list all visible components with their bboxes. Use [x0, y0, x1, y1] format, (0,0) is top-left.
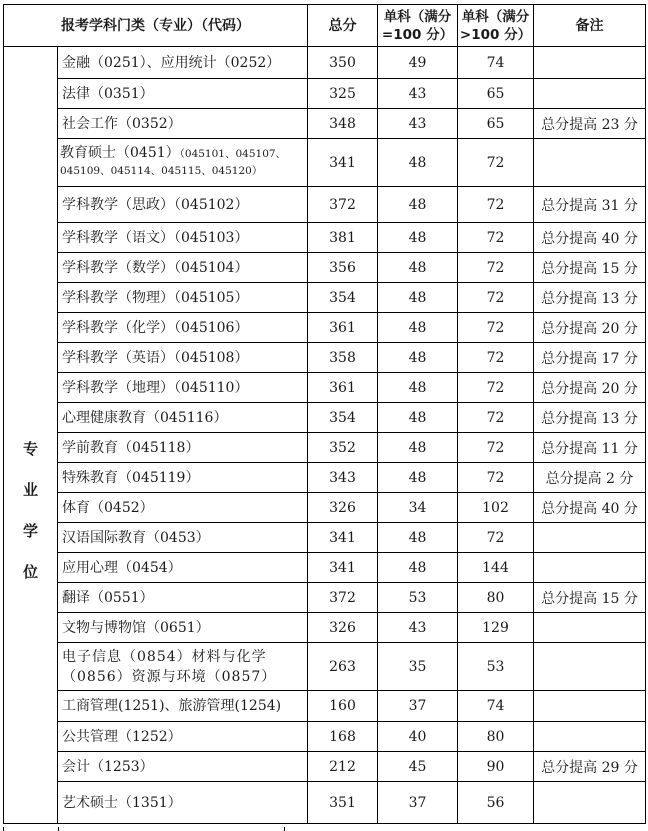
note: 总分提高 13 分 — [534, 403, 646, 433]
next-table-row-edge — [3, 827, 646, 831]
program-name: 应用心理（0454） — [58, 553, 308, 583]
program-name: 社会工作（0352） — [58, 109, 308, 139]
total-score: 358 — [308, 343, 378, 373]
table-row — [4, 373, 646, 403]
program-name: 公共管理（1252） — [58, 722, 308, 752]
note — [534, 722, 646, 752]
single-over-100-score: 72 — [458, 373, 534, 403]
single-over-100-score: 80 — [458, 722, 534, 752]
single-100-score: 48 — [378, 139, 458, 187]
program-name-main: 教育硕士（0451） — [60, 145, 180, 161]
divider — [284, 827, 285, 831]
program-name-sub: （045101、045107、045109、045114、045115、045120） — [60, 148, 287, 177]
single-over-100-score: 53 — [458, 643, 534, 691]
single-over-100-score: 129 — [458, 613, 534, 643]
note — [534, 643, 646, 691]
total-score: 341 — [308, 139, 378, 187]
total-score: 326 — [308, 493, 378, 523]
table-row — [4, 752, 646, 782]
table-row — [4, 463, 646, 493]
note — [534, 79, 646, 109]
table-row — [4, 643, 646, 691]
table-row — [4, 139, 646, 187]
program-name: 学科教学（化学）（045106） — [58, 313, 308, 343]
single-100-score: 48 — [378, 343, 458, 373]
total-score: 381 — [308, 223, 378, 253]
total-score: 341 — [308, 553, 378, 583]
single-over-100-score: 65 — [458, 79, 534, 109]
table-row — [4, 47, 646, 79]
single-100-score: 37 — [378, 691, 458, 722]
program-name: 特殊教育（045119） — [58, 463, 308, 493]
program-name: 会计（1253） — [58, 752, 308, 782]
single-over-100-score: 72 — [458, 403, 534, 433]
table-row — [4, 283, 646, 313]
single-100-score: 48 — [378, 253, 458, 283]
total-score: 263 — [308, 643, 378, 691]
program-name: 工商管理(1251)、旅游管理(1254) — [58, 691, 308, 722]
single-100-score: 43 — [378, 109, 458, 139]
total-score: 361 — [308, 313, 378, 343]
single-over-100-score: 72 — [458, 253, 534, 283]
total-score: 168 — [308, 722, 378, 752]
program-name: 学科教学（语文）（045103） — [58, 223, 308, 253]
table-row — [4, 313, 646, 343]
group-label-char: 专 — [22, 440, 38, 458]
total-score: 341 — [308, 523, 378, 553]
table-row — [4, 79, 646, 109]
single-100-score: 48 — [378, 373, 458, 403]
note — [534, 691, 646, 722]
program-name — [58, 139, 308, 187]
single-over-100-score: 72 — [458, 283, 534, 313]
single-100-score: 48 — [378, 523, 458, 553]
table-row — [4, 493, 646, 523]
total-score: 356 — [308, 253, 378, 283]
program-name: 学前教育（045118） — [58, 433, 308, 463]
single-over-100-score: 72 — [458, 343, 534, 373]
header-single-100: 单科（满分=100 分） — [378, 5, 458, 47]
program-name: 学科教学（数学）（045104） — [58, 253, 308, 283]
single-100-score: 43 — [378, 79, 458, 109]
note — [534, 613, 646, 643]
program-name: 金融（0251）、应用统计（0252） — [58, 47, 308, 79]
single-over-100-score: 80 — [458, 583, 534, 613]
table-row — [4, 613, 646, 643]
total-score: 354 — [308, 403, 378, 433]
single-100-score: 40 — [378, 722, 458, 752]
note: 总分提高 2 分 — [534, 463, 646, 493]
total-score: 212 — [308, 752, 378, 782]
single-100-score: 34 — [378, 493, 458, 523]
single-100-score: 48 — [378, 433, 458, 463]
header-category: 报考学科门类（专业）（代码） — [4, 5, 308, 47]
single-100-score: 43 — [378, 613, 458, 643]
single-over-100-score: 65 — [458, 109, 534, 139]
table-row — [4, 253, 646, 283]
total-score: 372 — [308, 187, 378, 223]
single-100-score: 48 — [378, 313, 458, 343]
note: 总分提高 31 分 — [534, 187, 646, 223]
note — [534, 47, 646, 79]
program-name: 学科教学（英语）（045108） — [58, 343, 308, 373]
note: 总分提高 13 分 — [534, 283, 646, 313]
program-name: 法律（0351） — [58, 79, 308, 109]
single-over-100-score: 90 — [458, 752, 534, 782]
note — [534, 553, 646, 583]
program-name: 学科教学（物理）（045105） — [58, 283, 308, 313]
table-row — [4, 433, 646, 463]
program-name: 电子信息（0854）材料与化学（0856）资源与环境（0857） — [58, 643, 308, 691]
program-name: 学科教学（思政）（045102） — [58, 187, 308, 223]
divider — [58, 827, 59, 831]
table-row — [4, 187, 646, 223]
program-name: 汉语国际教育（0453） — [58, 523, 308, 553]
single-100-score: 53 — [378, 583, 458, 613]
note — [534, 523, 646, 553]
program-name: 艺术硕士（1351） — [58, 782, 308, 824]
single-100-score: 49 — [378, 47, 458, 79]
single-over-100-score: 72 — [458, 313, 534, 343]
total-score: 350 — [308, 47, 378, 79]
note — [534, 782, 646, 824]
table-row — [4, 722, 646, 752]
header-total: 总分 — [308, 5, 378, 47]
total-score: 354 — [308, 283, 378, 313]
group-label-char: 位 — [22, 563, 38, 581]
single-over-100-score: 72 — [458, 463, 534, 493]
single-over-100-score: 102 — [458, 493, 534, 523]
group-label-char: 业 — [22, 481, 38, 499]
header-row — [4, 5, 646, 47]
single-over-100-score: 74 — [458, 47, 534, 79]
program-name: 心理健康教育（045116） — [58, 403, 308, 433]
group-label-professional-degree — [4, 47, 58, 824]
program-name: 体育（0452） — [58, 493, 308, 523]
table-row — [4, 523, 646, 553]
table-row — [4, 583, 646, 613]
table-row — [4, 403, 646, 433]
note: 总分提高 20 分 — [534, 373, 646, 403]
note: 总分提高 29 分 — [534, 752, 646, 782]
single-100-score: 45 — [378, 752, 458, 782]
note: 总分提高 15 分 — [534, 583, 646, 613]
single-100-score: 48 — [378, 403, 458, 433]
single-over-100-score: 72 — [458, 433, 534, 463]
header-note: 备注 — [534, 5, 646, 47]
note: 总分提高 20 分 — [534, 313, 646, 343]
total-score: 326 — [308, 613, 378, 643]
total-score: 160 — [308, 691, 378, 722]
single-100-score: 48 — [378, 187, 458, 223]
table-row — [4, 691, 646, 722]
single-over-100-score: 74 — [458, 691, 534, 722]
note: 总分提高 23 分 — [534, 109, 646, 139]
single-100-score: 48 — [378, 463, 458, 493]
program-name: 学科教学（地理）（045110） — [58, 373, 308, 403]
note: 总分提高 15 分 — [534, 253, 646, 283]
single-over-100-score: 56 — [458, 782, 534, 824]
group-label-char: 学 — [22, 522, 38, 540]
total-score: 343 — [308, 463, 378, 493]
total-score: 325 — [308, 79, 378, 109]
note: 总分提高 17 分 — [534, 343, 646, 373]
single-over-100-score: 72 — [458, 187, 534, 223]
note: 总分提高 40 分 — [534, 493, 646, 523]
single-100-score: 48 — [378, 223, 458, 253]
total-score: 351 — [308, 782, 378, 824]
program-name: 文物与博物馆（0651） — [58, 613, 308, 643]
single-over-100-score: 72 — [458, 139, 534, 187]
header-single-over-100: 单科（满分>100 分） — [458, 5, 534, 47]
single-100-score: 35 — [378, 643, 458, 691]
table-row — [4, 782, 646, 824]
admission-score-table — [3, 4, 646, 824]
table-row — [4, 223, 646, 253]
note: 总分提高 11 分 — [534, 433, 646, 463]
single-100-score: 37 — [378, 782, 458, 824]
note — [534, 139, 646, 187]
single-over-100-score: 144 — [458, 553, 534, 583]
table-row — [4, 553, 646, 583]
single-over-100-score: 72 — [458, 223, 534, 253]
single-100-score: 48 — [378, 283, 458, 313]
total-score: 348 — [308, 109, 378, 139]
total-score: 372 — [308, 583, 378, 613]
single-over-100-score: 72 — [458, 523, 534, 553]
table-row — [4, 109, 646, 139]
total-score: 361 — [308, 373, 378, 403]
total-score: 352 — [308, 433, 378, 463]
program-name: 翻译（0551） — [58, 583, 308, 613]
single-100-score: 48 — [378, 553, 458, 583]
table-row — [4, 343, 646, 373]
note: 总分提高 40 分 — [534, 223, 646, 253]
